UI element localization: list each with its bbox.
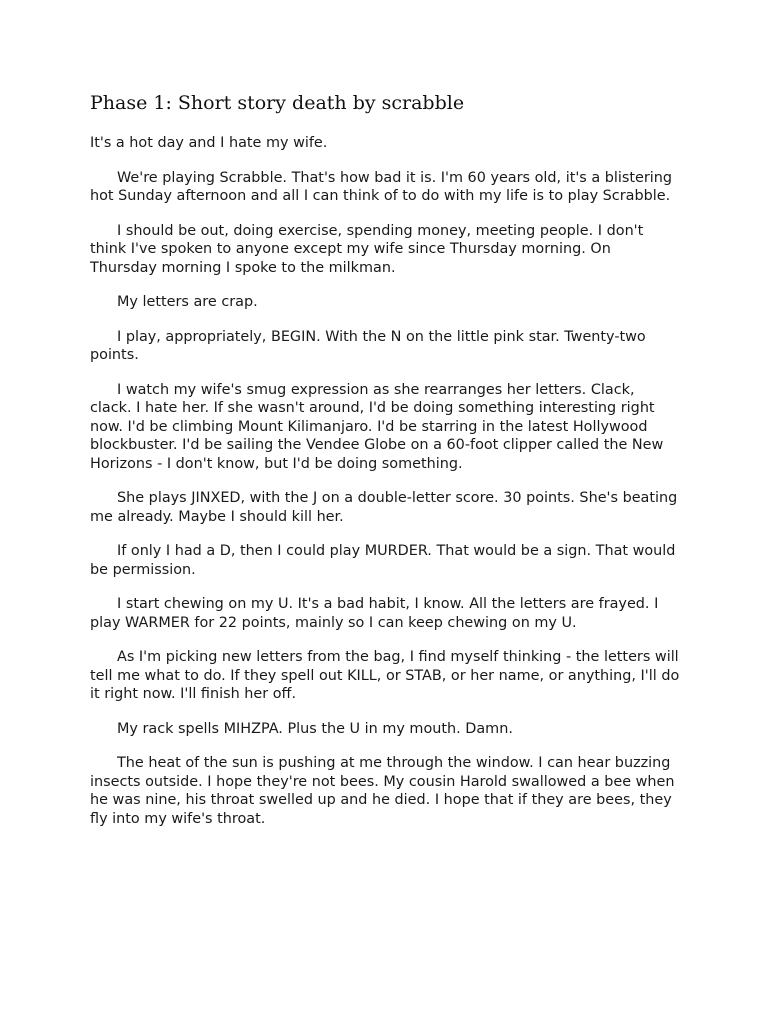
paragraph: My rack spells MIHZPA. Plus the U in my mouth. Damn. — [117, 720, 513, 737]
paragraph: I should be out, doing exercise, spending money, meeting people. I don't think I've spoken to anyone except my wife since Thursday morning. On Thursday morning I spoke to the milkman. — [90, 222, 644, 276]
paragraph: I play, appropriately, BEGIN. With the N on the little pink star. Twenty-two points. — [90, 328, 646, 363]
paragraph: If only I had a D, then I could play MURDER. That would be a sign. That would be permission. — [90, 543, 676, 578]
document-title: Phase 1: Short story death by scrabble — [90, 92, 465, 114]
paragraph: It's a hot day and I hate my wife. — [90, 135, 328, 151]
story-body — [90, 134, 680, 828]
document-page — [90, 88, 680, 844]
paragraph: I start chewing on my U. It's a bad habit, I know. All the letters are frayed. I play WARMER for 22 points, mainly so I can keep chewing on my U. — [90, 596, 659, 631]
paragraph: As I'm picking new letters from the bag, I find myself thinking - the letters will tell me what to do. If they spell out KILL, or STAB, or her name, or anything, I'll do it right now. I'll finish her off. — [90, 649, 680, 702]
paragraph: My letters are crap. — [117, 294, 258, 310]
paragraph: I watch my wife's smug expression as she rearranges her letters. Clack, clack. I hate her. If she wasn't around, I'd be doing something interesting right now. I'd be climbing Mount Kilimanjaro. I'd be starring in the latest Hollywood blockbuster. I'd be sailing the Vendee Globe on a 60-foot clipper called the New Horizons - I don't know, but I'd be doing something. — [90, 381, 664, 472]
paragraph: The heat of the sun is pushing at me through the window. I can hear buzzing insects outside. I hope they're not bees. My cousin Harold swallowed a bee when he was nine, his throat swelled up and he died. I hope that if they are bees, they fly into my wife's throat. — [90, 755, 675, 827]
paragraph: She plays JINXED, with the J on a double-letter score. 30 points. She's beating me already. Maybe I should kill her. — [90, 490, 678, 525]
paragraph: We're playing Scrabble. That's how bad it is. I'm 60 years old, it's a blistering hot Sunday afternoon and all I can think of to do with my life is to play Scrabble. — [90, 169, 673, 204]
